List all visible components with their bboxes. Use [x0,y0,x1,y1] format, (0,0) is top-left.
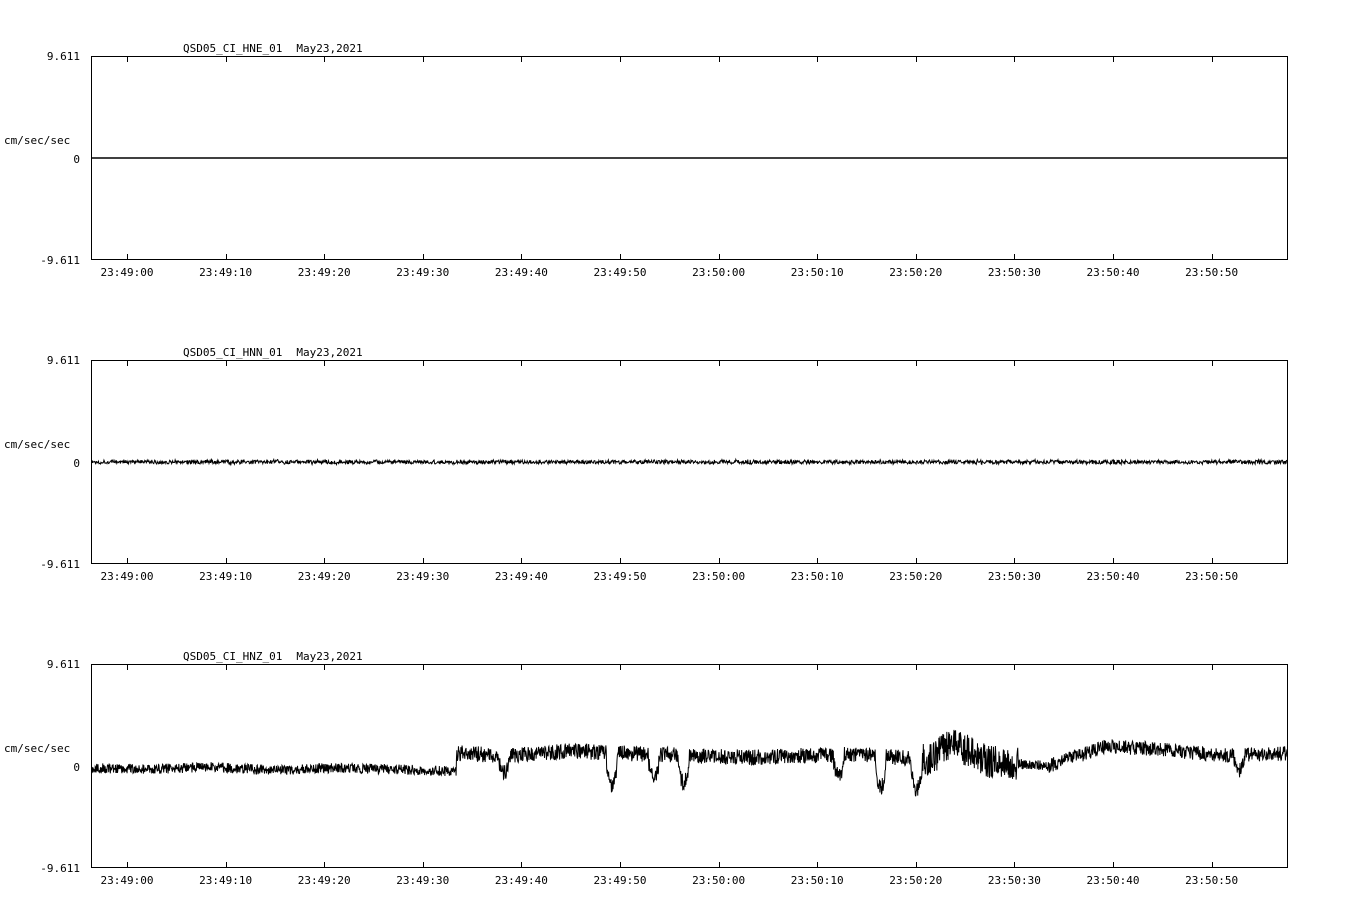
chart-date-text: May23,2021 [296,346,363,359]
chart-date-text: May23,2021 [296,42,363,55]
x-tick-label: 23:49:50 [593,266,647,279]
x-tick-label: 23:50:10 [790,570,844,583]
x-tick-label: 23:49:10 [199,570,253,583]
x-tick-label: 23:50:40 [1086,266,1140,279]
x-tick-label: 23:49:20 [297,874,351,887]
x-tick-label: 23:50:30 [987,570,1041,583]
chart-title-text: QSD05_CI_HNE_01 [183,42,283,55]
chart-panel-hnz [0,622,1358,912]
chart-panel-hne [0,14,1358,304]
plot-area-hnz [91,664,1288,868]
y-tick-top: 9.611 [46,50,80,63]
y-tick-bottom: -9.611 [40,862,80,875]
x-tick-label: 23:50:40 [1086,874,1140,887]
y-tick-mid: 0 [73,761,80,774]
chart-title-hnz [183,650,363,663]
x-tick-label: 23:50:20 [889,570,943,583]
x-tick-label: 23:49:30 [396,266,450,279]
x-tick-label: 23:49:00 [100,874,154,887]
y-tick-bottom: -9.611 [40,558,80,571]
x-tick-label: 23:49:30 [396,874,450,887]
x-tick-label: 23:49:50 [593,570,647,583]
x-tick-label: 23:49:10 [199,874,253,887]
y-tick-bottom: -9.611 [40,254,80,267]
waveform-hne [92,57,1287,259]
plot-area-hne [91,56,1288,260]
x-tick-labels-hne [91,266,1288,286]
x-tick-label: 23:49:00 [100,570,154,583]
x-tick-label: 23:49:10 [199,266,253,279]
x-tick-label: 23:49:40 [494,874,548,887]
x-tick-label: 23:50:00 [692,874,746,887]
x-tick-label: 23:49:20 [297,570,351,583]
y-axis-unit-label: cm/sec/sec [4,134,71,147]
x-tick-label: 23:49:00 [100,266,154,279]
plot-area-hnn [91,360,1288,564]
x-tick-label: 23:50:50 [1185,570,1239,583]
x-tick-label: 23:50:30 [987,874,1041,887]
x-tick-label: 23:49:40 [494,266,548,279]
chart-panel-hnn [0,318,1358,608]
chart-date-text: May23,2021 [296,650,363,663]
y-axis-unit-label: cm/sec/sec [4,438,71,451]
waveform-hnz [92,665,1287,867]
y-tick-top: 9.611 [46,658,80,671]
x-tick-label: 23:49:40 [494,570,548,583]
chart-title-text: QSD05_CI_HNZ_01 [183,650,283,663]
x-tick-label: 23:50:20 [889,874,943,887]
x-tick-label: 23:50:20 [889,266,943,279]
y-axis-unit-label: cm/sec/sec [4,742,71,755]
x-tick-label: 23:49:30 [396,570,450,583]
x-tick-labels-hnn [91,570,1288,590]
x-tick-label: 23:49:20 [297,266,351,279]
x-tick-label: 23:50:00 [692,570,746,583]
x-tick-labels-hnz [91,874,1288,894]
y-tick-mid: 0 [73,153,80,166]
waveform-hnn [92,361,1287,563]
x-tick-label: 23:49:50 [593,874,647,887]
chart-title-text: QSD05_CI_HNN_01 [183,346,283,359]
chart-title-hne [183,42,363,55]
x-tick-label: 23:50:40 [1086,570,1140,583]
x-tick-label: 23:50:10 [790,266,844,279]
y-tick-top: 9.611 [46,354,80,367]
y-tick-mid: 0 [73,457,80,470]
chart-title-hnn [183,346,363,359]
x-tick-label: 23:50:50 [1185,874,1239,887]
x-tick-label: 23:50:00 [692,266,746,279]
x-tick-label: 23:50:30 [987,266,1041,279]
x-tick-label: 23:50:10 [790,874,844,887]
x-tick-label: 23:50:50 [1185,266,1239,279]
